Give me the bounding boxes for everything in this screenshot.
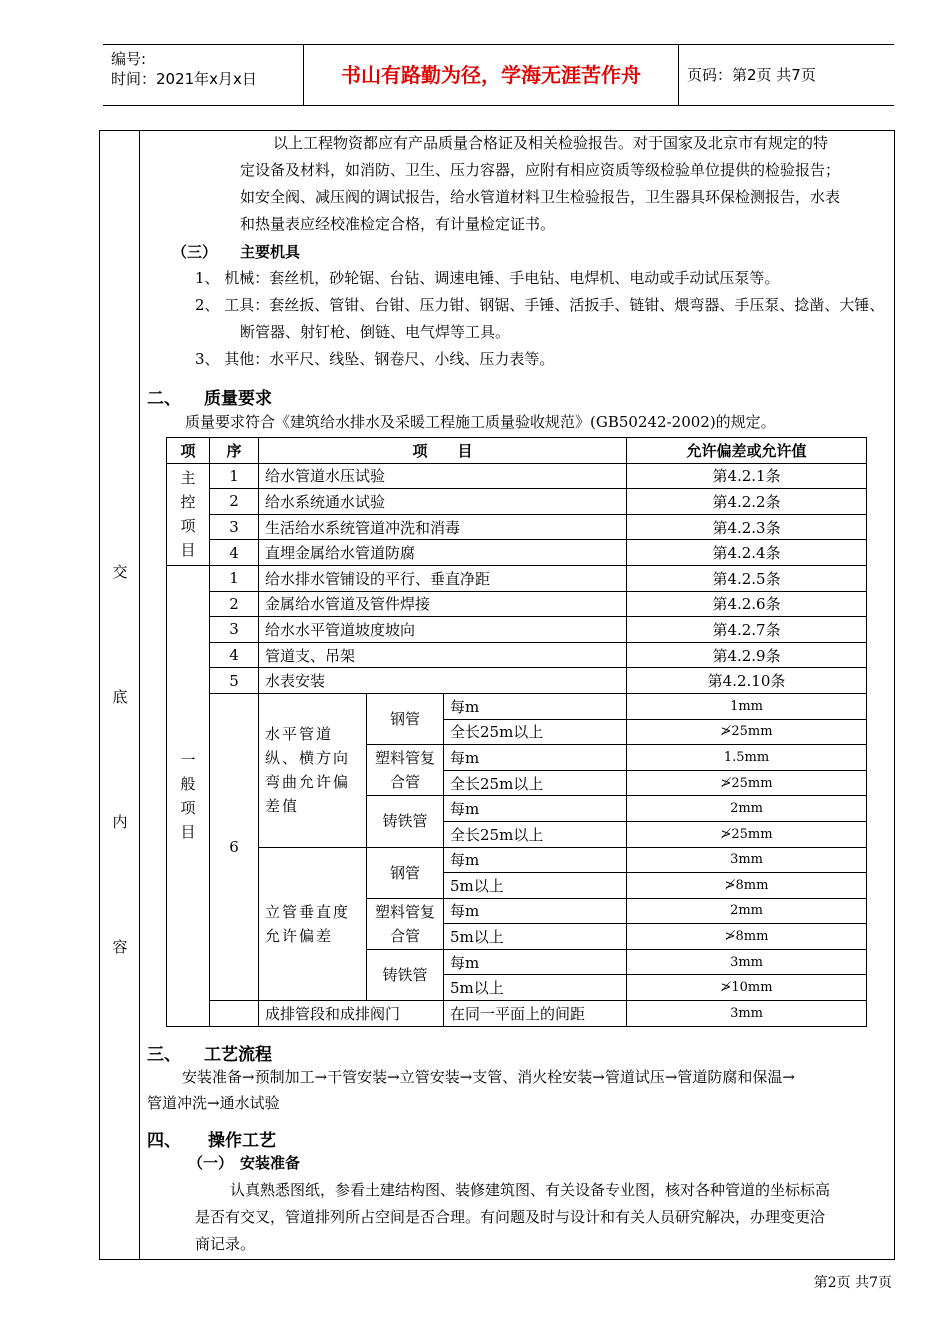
tolerance-value: 2mm [627,898,867,924]
tolerance-value: 1mm [627,693,867,719]
empty-cell [210,1001,259,1027]
table-header-row [167,438,867,464]
quality-desc: 质量要求符合《建筑给水排水及采暖工程施工质量验收规范》(GB50242-2002)的规定。 [185,413,776,431]
row-value: 第4.2.3条 [627,514,867,540]
row-value: 第4.2.6条 [627,591,867,617]
tolerance-value: 2mm [627,796,867,822]
operation-num: 四、 [147,1131,181,1151]
row-item: 生活给水系统管道冲洗和消毒 [259,514,627,540]
row-no: 2 [210,591,259,617]
tolerance-value: 3mm [627,1001,867,1027]
table-row [167,1001,867,1027]
material-label: 铸铁管 [367,949,444,1000]
material-label: 塑料管复合管 [367,745,444,796]
tolerance-value: 1.5mm [627,745,867,771]
tolerance-value: ≯8mm [627,924,867,950]
serial-label: 编号: [111,50,147,68]
row-no: 3 [210,617,259,643]
row-no: 1 [210,463,259,489]
row-no: 4 [210,642,259,668]
condition: 全长25m以上 [444,821,627,847]
vertical-deviation-label: 立管垂直度允许偏差 [259,847,367,1001]
tolerance-value: 3mm [627,949,867,975]
material-label: 铸铁管 [367,796,444,847]
row-item: 直埋金属给水管道防腐 [259,540,627,566]
operation-line: 商记录。 [195,1235,256,1253]
tolerance-value: ≯8mm [627,873,867,899]
row-item: 水表安装 [259,668,627,694]
page-footer: 第2页 共7页 [813,1275,892,1291]
operation-heading: 操作工艺 [208,1131,276,1151]
header-motto: 书山有路勤为径，学海无涯苦作舟 [304,45,679,105]
table-row [167,489,867,515]
material-label: 塑料管复合管 [367,898,444,949]
row-no: 5 [210,668,259,694]
process-line: 安装准备→预制加工→干管安装→立管安装→支管、消火栓安装→管道试压→管道防腐和保温→ [182,1068,795,1086]
row-value: 第4.2.2条 [627,489,867,515]
side-label-char: 内 [112,813,128,831]
material-label: 钢管 [367,847,444,898]
row-no: 2 [210,489,259,515]
condition: 每m [444,796,627,822]
tools-item: 2、 工具：套丝扳、管钳、台钳、压力钳、钢锯、手锤、活扳手、链钳、煨弯器、手压泵、捻凿、大锤、 [195,296,885,314]
table-row [167,514,867,540]
horizontal-deviation-label: 水平管道纵、横方向弯曲允许偏差值 [259,693,367,847]
process-heading: 工艺流程 [204,1045,272,1065]
tolerance-value: ≯25mm [627,770,867,796]
header-page-info: 页码：第2页 共7页 [687,66,816,84]
page-header [103,44,894,106]
condition: 每m [444,898,627,924]
condition: 在同一平面上的间距 [444,1001,627,1027]
condition: 每m [444,949,627,975]
side-label-char: 容 [112,938,128,956]
header-cell: 序 [210,438,259,464]
side-label-column [100,131,140,1259]
row-item: 给水排水管铺设的平行、垂直净距 [259,565,627,591]
table-row [167,463,867,489]
row-no: 6 [210,693,259,1000]
row-value: 第4.2.1条 [627,463,867,489]
condition: 5m以上 [444,975,627,1001]
process-line: 管道冲洗→通水试验 [147,1094,280,1112]
intro-line: 如安全阀、减压阀的调试报告，给水管道材料卫生检验报告，卫生器具环保检测报告，水表 [240,188,841,206]
header-meta [103,45,304,105]
row-item: 给水管道水压试验 [259,463,627,489]
condition: 全长25m以上 [444,719,627,745]
row-value: 第4.2.4条 [627,540,867,566]
condition: 每m [444,847,627,873]
tools-heading: 主要机具 [240,243,301,261]
row-no: 4 [210,540,259,566]
condition: 每m [444,693,627,719]
process-num: 三、 [147,1045,181,1065]
row-value: 第4.2.10条 [627,668,867,694]
table-row [167,617,867,643]
operation-sub-heading: 安装准备 [240,1154,301,1172]
header-cell: 项 目 [259,438,627,464]
table-row [167,540,867,566]
row-item: 金属给水管道及管件焊接 [259,591,627,617]
intro-line: 定设备及材料，如消防、卫生、压力容器，应附有相应资质等级检验单位提供的检验报告； [240,161,841,179]
quality-heading: 质量要求 [204,389,272,409]
operation-line: 是否有交叉，管道排列所占空间是否合理。有问题及时与设计和有关人员研究解决，办理变更洽 [195,1208,826,1226]
main-control-label: 主控项目 [167,463,210,565]
quality-table [166,437,867,1027]
tools-item: 1、 机械：套丝机，砂轮锯、台钻、调速电锤、手电钻、电焊机、电动或手动试压泵等。 [195,269,780,287]
header-cell: 允许偏差或允许值 [627,438,867,464]
tools-item: 断管器、射钉枪、倒链、电气焊等工具。 [240,323,511,341]
tools-item: 3、 其他：水平尺、线坠、钢卷尺、小线、压力表等。 [195,350,555,368]
condition: 全长25m以上 [444,770,627,796]
table-row [167,642,867,668]
side-label-char: 底 [112,688,128,706]
row-value: 第4.2.5条 [627,565,867,591]
row-item: 给水系统通水试验 [259,489,627,515]
row-value: 第4.2.7条 [627,617,867,643]
row-item: 成排管段和成排阀门 [259,1001,444,1027]
date-label: 时间：2021年x月x日 [111,70,257,88]
intro-line: 以上工程物资都应有产品质量合格证及相关检验报告。对于国家及北京市有规定的特 [273,134,829,152]
tools-heading-num: （三） [172,243,218,261]
row-value: 第4.2.9条 [627,642,867,668]
tolerance-value: ≯25mm [627,719,867,745]
tolerance-value: 3mm [627,847,867,873]
condition: 5m以上 [444,924,627,950]
intro-line: 和热量表应经校准检定合格，有计量检定证书。 [240,215,556,233]
operation-sub-num: （一） [188,1154,234,1172]
material-label: 钢管 [367,693,444,744]
header-cell: 项 [167,438,210,464]
row-no: 1 [210,565,259,591]
tolerance-value: ≯25mm [627,821,867,847]
table-row [167,693,867,719]
condition: 5m以上 [444,873,627,899]
row-item: 给水水平管道坡度坡向 [259,617,627,643]
side-label-char: 交 [112,563,128,581]
row-no: 3 [210,514,259,540]
table-row [167,847,867,873]
table-row [167,668,867,694]
row-item: 管道支、吊架 [259,642,627,668]
table-row [167,565,867,591]
table-row [167,591,867,617]
condition: 每m [444,745,627,771]
operation-line: 认真熟悉图纸，参看土建结构图、装修建筑图、有关设备专业图，核对各种管道的坐标标高 [230,1181,831,1199]
tolerance-value: ≯10mm [627,975,867,1001]
general-label: 一般项目 [167,565,210,1026]
quality-num: 二、 [147,389,181,409]
